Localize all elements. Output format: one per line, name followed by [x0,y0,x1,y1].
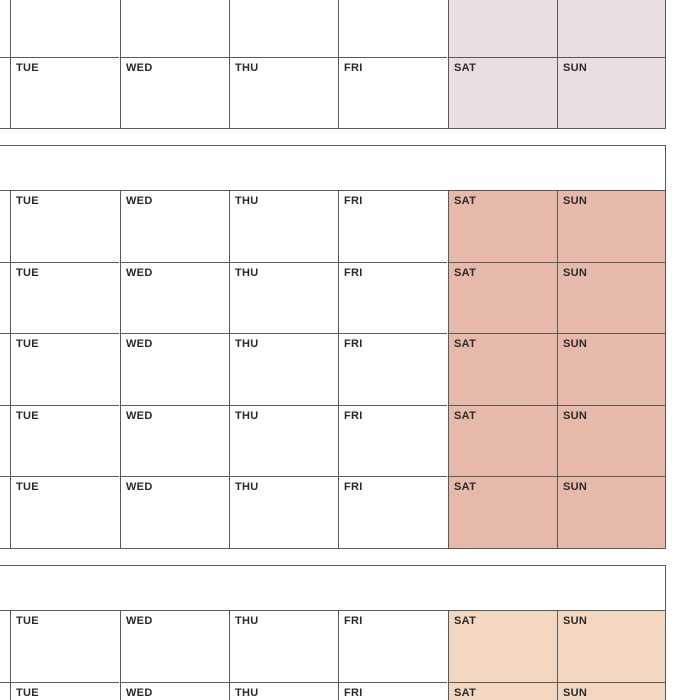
day-cell-wed[interactable] [120,405,229,476]
day-label: TUE [16,410,39,422]
day-label: TUE [16,481,39,493]
day-cell-fri[interactable] [338,682,447,700]
day-label: THU [235,615,259,627]
day-cell-tue[interactable] [10,262,119,333]
month-header-band [0,565,666,611]
day-label: WED [126,62,153,74]
day-cell-thu[interactable] [229,57,338,128]
day-label: SAT [454,481,477,493]
day-cell-mon[interactable] [0,405,10,476]
day-cell-tue[interactable] [10,333,119,405]
day-label: TUE [16,615,39,627]
day-cell-fri[interactable] [338,0,447,57]
day-cell-thu[interactable] [229,405,338,476]
day-label: THU [235,410,259,422]
day-label: FRI [344,615,363,627]
day-label: SAT [454,687,477,699]
day-cell-mon[interactable] [0,610,10,682]
day-cell-tue[interactable] [10,476,119,548]
day-cell-sun[interactable] [557,57,666,128]
day-cell-wed[interactable] [120,682,229,700]
day-label: SUN [563,481,588,493]
grid-bottom-edge [0,128,666,129]
day-label: WED [126,481,153,493]
day-cell-fri[interactable] [338,405,447,476]
day-cell-sat[interactable] [448,333,557,405]
day-label: THU [235,687,259,699]
day-cell-thu[interactable] [229,333,338,405]
day-cell-sun[interactable] [557,610,666,682]
day-cell-sat[interactable] [448,190,557,262]
grid-bottom-edge [0,548,666,549]
day-label: TUE [16,338,39,350]
day-cell-sun[interactable] [557,262,666,333]
day-label: WED [126,267,153,279]
day-cell-mon[interactable] [0,57,10,128]
day-label: SAT [454,267,477,279]
day-label: SUN [563,687,588,699]
day-label: SAT [454,615,477,627]
day-cell-wed[interactable] [120,333,229,405]
day-cell-thu[interactable] [229,190,338,262]
day-label: SUN [563,267,588,279]
day-cell-wed[interactable] [120,610,229,682]
day-label: THU [235,195,259,207]
day-label: TUE [16,195,39,207]
day-cell-sun[interactable] [557,333,666,405]
day-label: FRI [344,62,363,74]
day-cell-thu[interactable] [229,610,338,682]
day-cell-sat[interactable] [448,405,557,476]
day-label: FRI [344,481,363,493]
day-cell-tue[interactable] [10,57,119,128]
month-header-band [0,145,666,191]
day-cell-wed[interactable] [120,57,229,128]
day-cell-fri[interactable] [338,57,447,128]
day-label: SAT [454,338,477,350]
day-cell-tue[interactable] [10,190,119,262]
day-label: FRI [344,338,363,350]
day-cell-mon[interactable] [0,333,10,405]
day-label: SUN [563,338,588,350]
day-label: THU [235,481,259,493]
day-label: THU [235,267,259,279]
day-cell-sun[interactable] [557,682,666,700]
day-label: SAT [454,62,477,74]
day-cell-tue[interactable] [10,610,119,682]
day-cell-fri[interactable] [338,262,447,333]
day-label: WED [126,195,153,207]
day-label: SUN [563,410,588,422]
day-label: SAT [454,195,477,207]
day-cell-sat[interactable] [448,682,557,700]
day-label: TUE [16,62,39,74]
day-label: SUN [563,62,588,74]
day-label: FRI [344,410,363,422]
day-label: WED [126,687,153,699]
day-cell-fri[interactable] [338,190,447,262]
day-label: WED [126,615,153,627]
day-label: THU [235,338,259,350]
day-label: SUN [563,195,588,207]
day-cell-sat[interactable] [448,0,557,57]
day-cell-tue[interactable] [10,405,119,476]
day-cell-sun[interactable] [557,405,666,476]
day-cell-sun[interactable] [557,0,666,57]
day-cell-wed[interactable] [120,0,229,57]
grid-right-edge [665,0,666,128]
day-cell-mon[interactable] [0,262,10,333]
day-cell-mon[interactable] [0,682,10,700]
day-cell-sun[interactable] [557,190,666,262]
day-cell-fri[interactable] [338,610,447,682]
day-cell-mon[interactable] [0,0,10,57]
grid-right-edge [665,190,666,548]
day-cell-sat[interactable] [448,57,557,128]
day-cell-thu[interactable] [229,262,338,333]
day-cell-sat[interactable] [448,476,557,548]
day-label: SAT [454,410,477,422]
day-cell-fri[interactable] [338,333,447,405]
day-cell-sat[interactable] [448,610,557,682]
day-cell-wed[interactable] [120,476,229,548]
day-cell-mon[interactable] [0,476,10,548]
day-cell-wed[interactable] [120,190,229,262]
day-label: THU [235,62,259,74]
day-cell-thu[interactable] [229,476,338,548]
day-label: TUE [16,267,39,279]
day-cell-thu[interactable] [229,0,338,57]
day-label: FRI [344,195,363,207]
grid-right-edge [665,610,666,700]
day-cell-fri[interactable] [338,476,447,548]
day-label: TUE [16,687,39,699]
day-label: FRI [344,687,363,699]
day-cell-sun[interactable] [557,476,666,548]
day-label: SUN [563,615,588,627]
day-label: FRI [344,267,363,279]
day-cell-mon[interactable] [0,190,10,262]
day-cell-tue[interactable] [10,0,119,57]
day-cell-tue[interactable] [10,682,119,700]
day-label: WED [126,338,153,350]
day-label: WED [126,410,153,422]
day-cell-thu[interactable] [229,682,338,700]
day-cell-wed[interactable] [120,262,229,333]
day-cell-sat[interactable] [448,262,557,333]
